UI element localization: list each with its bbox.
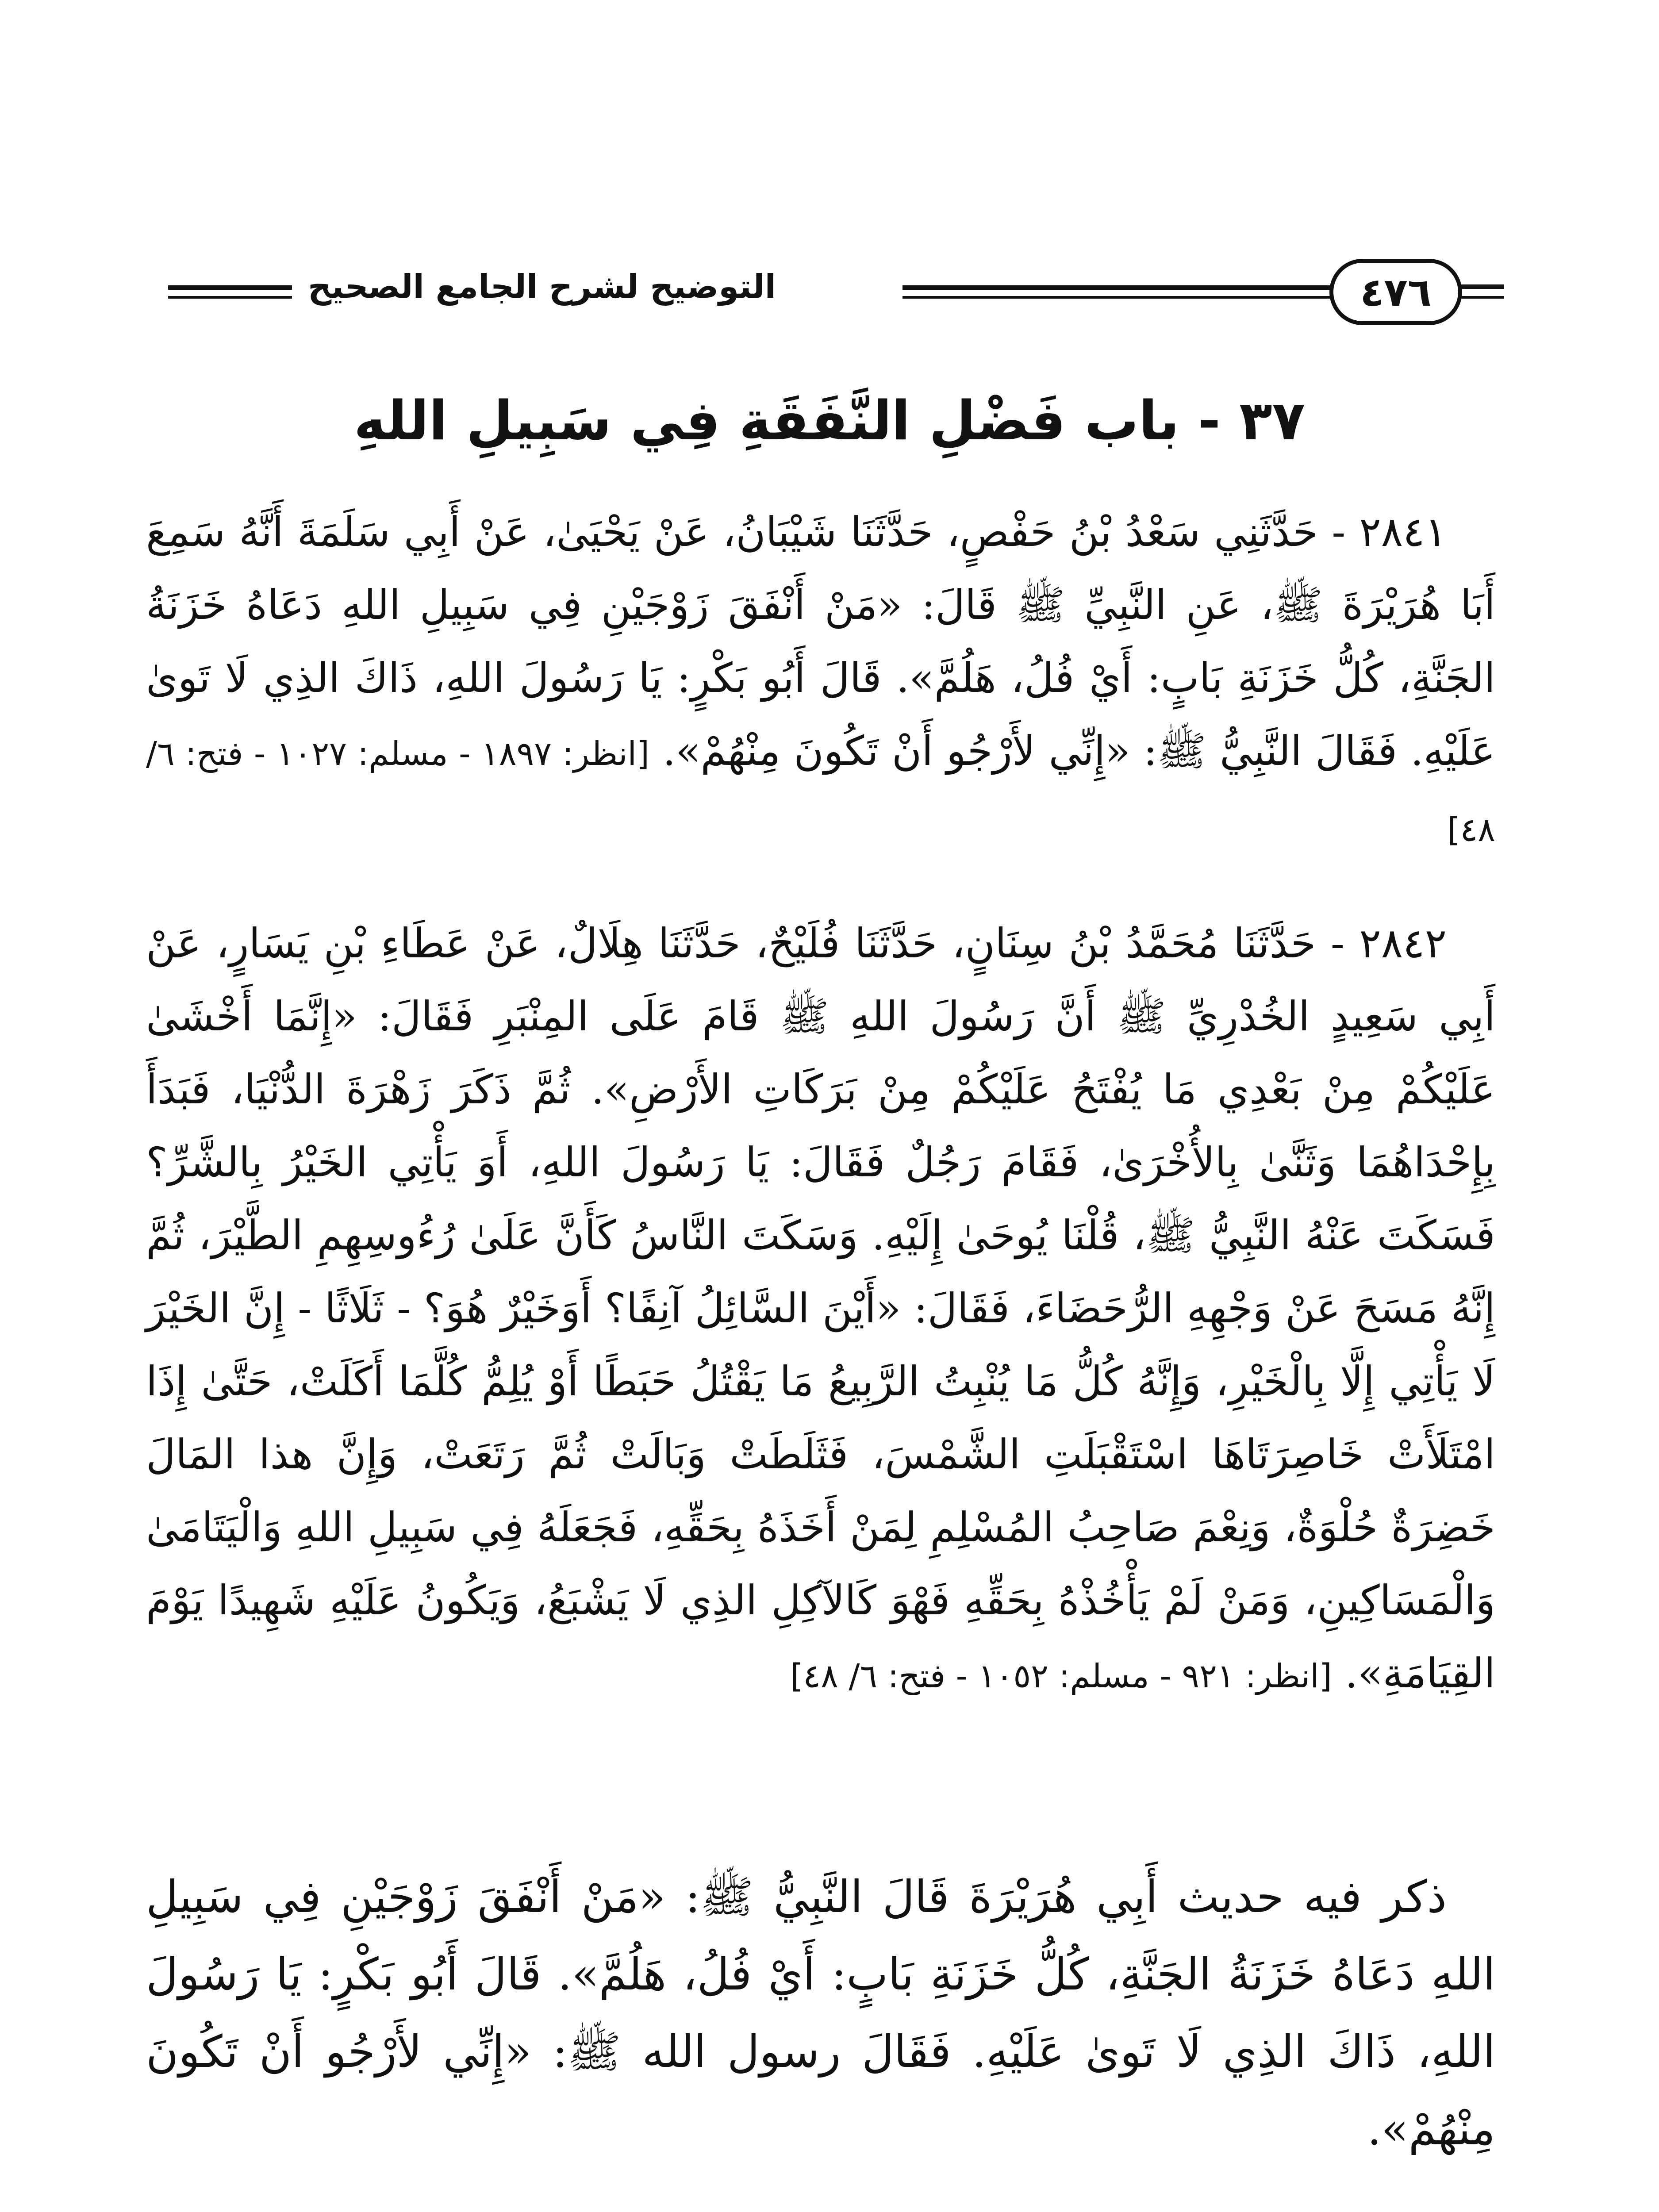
header-rule-left-thin <box>168 296 292 299</box>
hadith-number: ٢٨٤١ <box>1359 508 1447 556</box>
commentary-text: ذكر فيه حديث أَبِي هُرَيْرَةَ قَالَ النَّبِيُّ ﷺ: «مَنْ أَنْفَقَ زَوْجَيْنِ فِي سَبِيلِ اللهِ دَعَاهُ خَزَنَةُ الجَنَّةِ، كُلُّ خَزَنَةِ بَابٍ: أَيْ فُلُ، هَلُمَّ». قَالَ أَبُو بَكْرٍ: يَا رَسُولَ اللهِ، ذَاكَ الذِي لَا تَوىٰ عَلَيْهِ. فَقَالَ رسول الله ﷺ: «إِنِّي لأَرْجُو أَنْ تَكُونَ مِنْهُمْ». <box>146 1871 1495 2155</box>
page-number-ornament <box>1455 284 1504 289</box>
hadith-2841 <box>146 495 1495 867</box>
running-header <box>168 259 1504 325</box>
header-rule-left <box>168 285 292 290</box>
hadith-2842 <box>146 907 1495 1713</box>
page-number: ٤٧٦ <box>1329 259 1462 325</box>
hadith-reference: [انظر: ٩٢١ - مسلم: ١٠٥٢ - فتح: ٦/ ٤٨] <box>790 1657 1332 1695</box>
hadith-text: - حَدَّثَنِي سَعْدُ بْنُ حَفْصٍ، حَدَّثَنَا شَيْبَانُ، عَنْ يَحْيَىٰ، عَنْ أَبِي سَلَمَةَ أَنَّهُ سَمِعَ أَبَا هُرَيْرَةَ ﷺ، عَنِ النَّبِيِّ ﷺ قَالَ: «مَنْ أَنْفَقَ زَوْجَيْنِ فِي سَبِيلِ اللهِ دَعَاهُ خَزَنَةُ الجَنَّةِ، كُلُّ خَزَنَةِ بَابٍ: أَيْ فُلُ، هَلُمَّ». قَالَ أَبُو بَكْرٍ: يَا رَسُولَ اللهِ، ذَاكَ الذِي لَا تَوىٰ عَلَيْهِ. فَقَالَ النَّبِيُّ ﷺ: «إِنِّي لأَرْجُو أَنْ تَكُونَ مِنْهُمْ». <box>146 508 1495 775</box>
chapter-heading: ٣٧ - باب فَضْلِ النَّفَقَةِ فِي سَبِيلِ اللهِ <box>353 389 1306 452</box>
hadith-reference: [انظر: ١٨٩٧ - مسلم: ١٠٢٧ - فتح: ٦/ ٤٨] <box>146 735 1495 849</box>
hadith-text: - حَدَّثَنَا مُحَمَّدُ بْنُ سِنَانٍ، حَدَّثَنَا فُلَيْحٌ، حَدَّثَنَا هِلَالٌ، عَنْ عَطَاءِ بْنِ يَسَارٍ، عَنْ أَبِي سَعِيدٍ الخُدْرِيِّ ﷺ أَنَّ رَسُولَ اللهِ ﷺ قَامَ عَلَى المِنْبَرِ فَقَالَ: «إِنَّمَا أَخْشَىٰ عَلَيْكُمْ مِنْ بَعْدِي مَا يُفْتَحُ عَلَيْكُمْ مِنْ بَرَكَاتِ الأَرْضِ». ثُمَّ ذَكَرَ زَهْرَةَ الدُّنْيَا، فَبَدَأَ بِإِحْدَاهُمَا وَثَنَّىٰ بِالأُخْرَىٰ، فَقَامَ رَجُلٌ فَقَالَ: يَا رَسُولَ اللهِ، أَوَ يَأْتِي الخَيْرُ بِالشَّرِّ؟ فَسَكَتَ عَنْهُ النَّبِيُّ ﷺ، قُلْنَا يُوحَىٰ إِلَيْهِ. وَسَكَتَ النَّاسُ كَأَنَّ عَلَىٰ رُءُوسِهِمِ الطَّيْرَ، ثُمَّ إِنَّهُ مَسَحَ عَنْ وَجْهِهِ الرُّحَضَاءَ، فَقَالَ: «أَيْنَ السَّائِلُ آنِفًا؟ أَوَخَيْرٌ هُوَ؟ - ثَلَاثًا - إِنَّ الخَيْرَ لَا يَأْتِي إِلَّا بِالْخَيْرِ، وَإِنَّهُ كُلُّ مَا يُنْبِتُ الرَّبِيعُ مَا يَقْتُلُ حَبَطًا أَوْ يُلِمُّ كُلَّمَا أَكَلَتْ، حَتَّىٰ إِذَا امْتَلَأَتْ خَاصِرَتَاهَا اسْتَقْبَلَتِ الشَّمْسَ، فَثَلَطَتْ وَبَالَتْ ثُمَّ رَتَعَتْ، وَإِنَّ هذا المَالَ خَضِرَةٌ حُلْوَةٌ، وَنِعْمَ صَاحِبُ المُسْلِمِ لِمَنْ أَخَذَهُ بِحَقِّهِ، فَجَعَلَهُ فِي سَبِيلِ اللهِ وَالْيَتَامَىٰ وَالْمَسَاكِينِ، وَمَنْ لَمْ يَأْخُذْهُ بِحَقِّهِ فَهْوَ كَالآكِلِ الذِي لَا يَشْبَعُ، وَيَكُونُ عَلَيْهِ شَهِيدًا يَوْمَ القِيَامَةِ». <box>146 920 1495 1697</box>
book-title: التوضيح لشرح الجامع الصحيح <box>307 268 776 306</box>
page-number-ornament-thin <box>1455 296 1504 299</box>
commentary-paragraph-1 <box>146 1858 1495 2168</box>
hadith-number: ٢٨٤٢ <box>1359 920 1447 967</box>
